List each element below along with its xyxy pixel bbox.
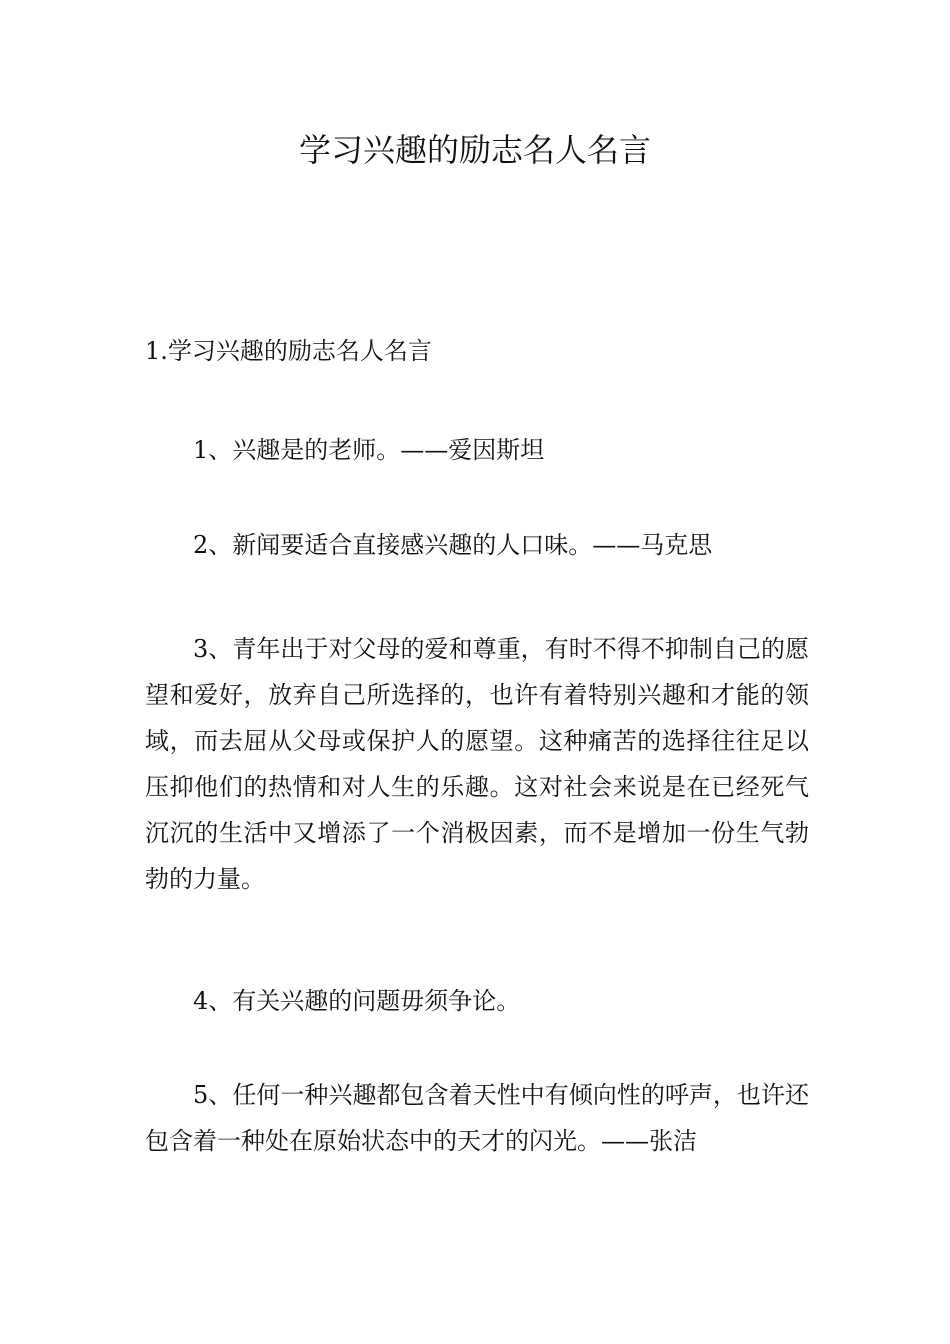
quote-paragraph-2: 2、新闻要适合直接感兴趣的人口味。——马克思 [193, 531, 713, 559]
section-heading: 1.学习兴趣的励志名人名言 [145, 337, 432, 365]
quote-paragraph-5: 5、任何一种兴趣都包含着天性中有倾向性的呼声，也许还包含着一种处在原始状态中的天才的闪光。——张洁 [145, 1081, 809, 1155]
quote-paragraph-3: 3、青年出于对父母的爱和尊重，有时不得不抑制自己的愿望和爱好，放弃自己所选择的，也许有着特别兴趣和才能的领域，而去屈从父母或保护人的愿望。这种痛苦的选择往往足以压抑他们的热情和对人生的乐趣。这对社会来说是在已经死气沉沉的生活中又增添了一个消极因素，而不是增加一份生气勃勃的力量。 [145, 635, 809, 893]
quote-paragraph-4: 4、有关兴趣的问题毋须争论。 [193, 987, 521, 1015]
quote-paragraph-1: 1、兴趣是的老师。——爱因斯坦 [193, 436, 545, 464]
document-title: 学习兴趣的励志名人名言 [298, 131, 651, 169]
